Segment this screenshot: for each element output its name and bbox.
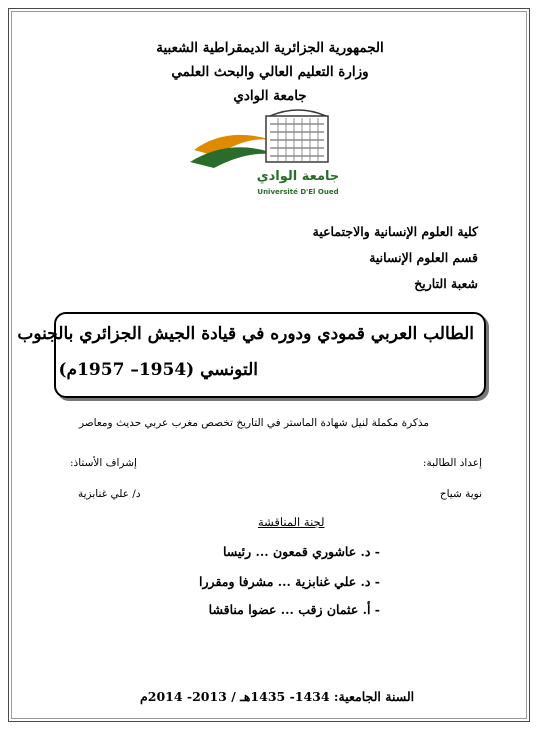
committee-title: لجنة المناقشة xyxy=(258,515,325,529)
student-name: نوية شياح xyxy=(439,488,482,500)
ministry-name: وزارة التعليم العالي والبحث العلمي xyxy=(171,64,369,80)
supervision-label: إشراف الأستاذ: xyxy=(70,457,137,469)
section-name: قسم العلوم الإنسانية xyxy=(369,250,478,265)
supervisor-name: د/ علي غنابزية xyxy=(78,488,141,500)
logo-arabic-text: جامعة الوادي xyxy=(256,169,340,184)
university-name: جامعة الوادي xyxy=(233,88,307,104)
prepared-by-label: إعداد الطالبة: xyxy=(422,457,482,469)
committee-member: - د. عاشوري قمعون ... رئيسا xyxy=(222,544,380,559)
logo-french-text: Université D'El Oued xyxy=(257,188,339,196)
thesis-subtitle: مذكرة مكملة لنيل شهادة الماستر في التاريخ تخصص مغرب عربي حديث ومعاصر xyxy=(78,417,430,429)
university-logo xyxy=(186,106,356,198)
faculty-name: كلية العلوم الإنسانية والاجتماعية xyxy=(312,224,478,239)
academic-year: السنة الجامعية: 1434- 1435هـ / 2013- 2014م xyxy=(140,689,415,704)
thesis-title-line-1: الطالب العربي قمودي ودوره في قيادة الجيش الجزائري بالجنوب xyxy=(17,324,474,344)
committee-member: - د. علي غنابزية ... مشرفا ومقررا xyxy=(199,574,380,589)
republic-name: الجمهورية الجزائرية الديمقراطية الشعبية xyxy=(156,40,384,56)
logo-building xyxy=(266,110,328,162)
committee-member: - أ. عثمان زقب ... عضوا مناقشا xyxy=(208,602,380,617)
thesis-title-line-2: التونسي (1954– 1957م) xyxy=(58,360,258,380)
branch-name: شعبة التاريخ xyxy=(414,276,478,291)
